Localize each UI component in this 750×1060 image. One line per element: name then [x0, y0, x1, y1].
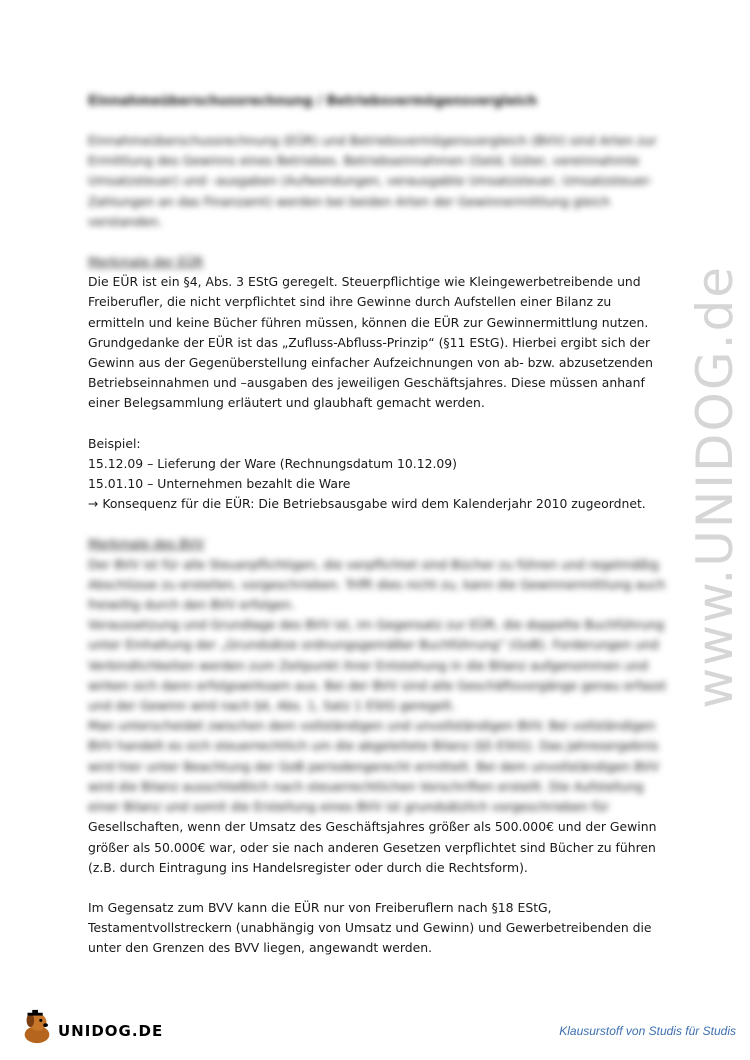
watermark-text: www.UNIDOG.de	[686, 265, 744, 709]
intro-paragraph: Einnahmeüberschussrechnung (EÜR) und Betriebsvermögensvergleich (BVV) sind Arten zur Ermittlung des Gewinns eines Betriebes. Betriebseinnahmen (Geld, Güter, vereinnahmte Umsatzsteuer) und –ausgaben (Aufwendungen, verausgabte Umsatzsteuer, Umsatzsteuer-Zahlungen an das Finanzamt) werden bei beiden Arten der Gewinnermittlung gleich verstanden.	[88, 133, 657, 229]
unidog-logo	[18, 1008, 163, 1046]
document-title: Einnahmeüberschussrechnung / Betriebsvermögensvergleich	[88, 94, 538, 109]
bvv-paragraph-1: Der BVV ist für alle Steuerpflichtigen, die verpflichtet sind Bücher zu führen und regelmäßig Abschlüsse zu erstellen, vorgeschrieben. Trifft dies nicht zu, kann die Gewinnermittlung auch freiwillig durch den BVV erfolgen.	[88, 556, 666, 613]
consequence-text: Konsequenz für die EÜR: Die Betriebsausgabe wird dem Kalenderjahr 2010 zugeordnet.	[102, 496, 646, 512]
logo-text: UNIDOG.DE	[58, 1022, 164, 1040]
bvv-paragraph-3-blurred: Man unterscheidet zwischen dem vollständigen und unvollständigen BVV. Bei vollständigen BVV handelt es sich steuerrechtlich um die abgeleitete Bilanz (§5 EStG). Das Jahresergebnis wird hier unter Beachtung der GoB periodengerecht ermittelt. Bei dem unvollständigen BVV wird die Bilanz ausschließlich nach steuerrechtlichen Vorschriften erstellt. Die Aufstellung einer Bilanz und somit die Erstellung eines BVV ist grundsätzlich vorgeschrieben für	[88, 718, 660, 815]
example-label: Beispiel:	[88, 435, 141, 451]
bvv-heading: Merkmale des BVV	[88, 536, 205, 552]
bvv-paragraph-3-visible: Gesellschaften, wenn der Umsatz des Geschäftsjahres größer als 500.000€ und der Gewinn größer als 50.000€ war, oder sie nach anderen Gesetzen verpflichtet sind Bücher zu führen (z.B. durch Eintragung ins Handelsregister oder durch die Rechtsform).	[88, 819, 657, 875]
example-line-1: 15.12.09 – Lieferung der Ware (Rechnungsdatum 10.12.09)	[88, 455, 458, 471]
eur-heading: Merkmale der EÜR	[88, 254, 204, 270]
bvv-paragraph-2: Voraussetzung und Grundlage des BVV ist, im Gegensatz zur EÜR, die doppelte Buchführung unter Einhaltung der „Grundsätze ordnungsgemäßer Buchführung“ (GoB). Forderungen und Verbindlichkeiten werden zum Zeitpunkt ihrer Entstehung in die Bilanz aufgenommen und wirken sich dann erfolgswirksam aus. Bei der BVV sind alle Geschäftsvorgänge genau erfasst und der Gewinn wird nach §4, Abs. 1, Satz 1 EStG geregelt.	[88, 617, 667, 714]
arrow-right-icon: →	[88, 496, 99, 512]
eur-paragraph: Die EÜR ist ein §4, Abs. 3 EStG geregelt. Steuerpflichtige wie Kleingewerbetreibende und Freiberufler, die nicht verpflichtet sind ihre Gewinne durch Aufstellen einer Bilanz zu ermitteln und keine Bücher führen müssen, können die EÜR zur Gewinnermittlung nutzen. Grundgedanke der EÜR ist das „Zufluss-Abfluss-Prinzip“ (§11 EStG). Hierbei ergibt sich der Gewinn aus der Gegenüberstellung einfacher Aufzeichnungen von ab- bzw. abzusetzenden Betriebseinnahmen und –ausgaben des jeweiligen Geschäftsjahres. Diese müssen anhanf einer Belegsammlung erläutert und glaubhaft gemacht werden.	[88, 274, 653, 411]
example-consequence	[88, 494, 668, 514]
footer-slogan: Klausurstoff von Studis für Studis	[559, 1024, 736, 1038]
conclusion-paragraph: Im Gegensatz zum BVV kann die EÜR nur von Freiberuflern nach §18 EStG, Testamentvollstreckern (unabhängig von Umsatz und Gewinn) und Gewerbetreibenden die unter den Grenzen des BVV liegen, angewandt werden.	[88, 899, 652, 956]
document-body	[88, 94, 668, 959]
example-line-2: 15.01.10 – Unternehmen bezahlt die Ware	[88, 476, 351, 492]
dog-mascot-icon	[18, 1008, 56, 1046]
